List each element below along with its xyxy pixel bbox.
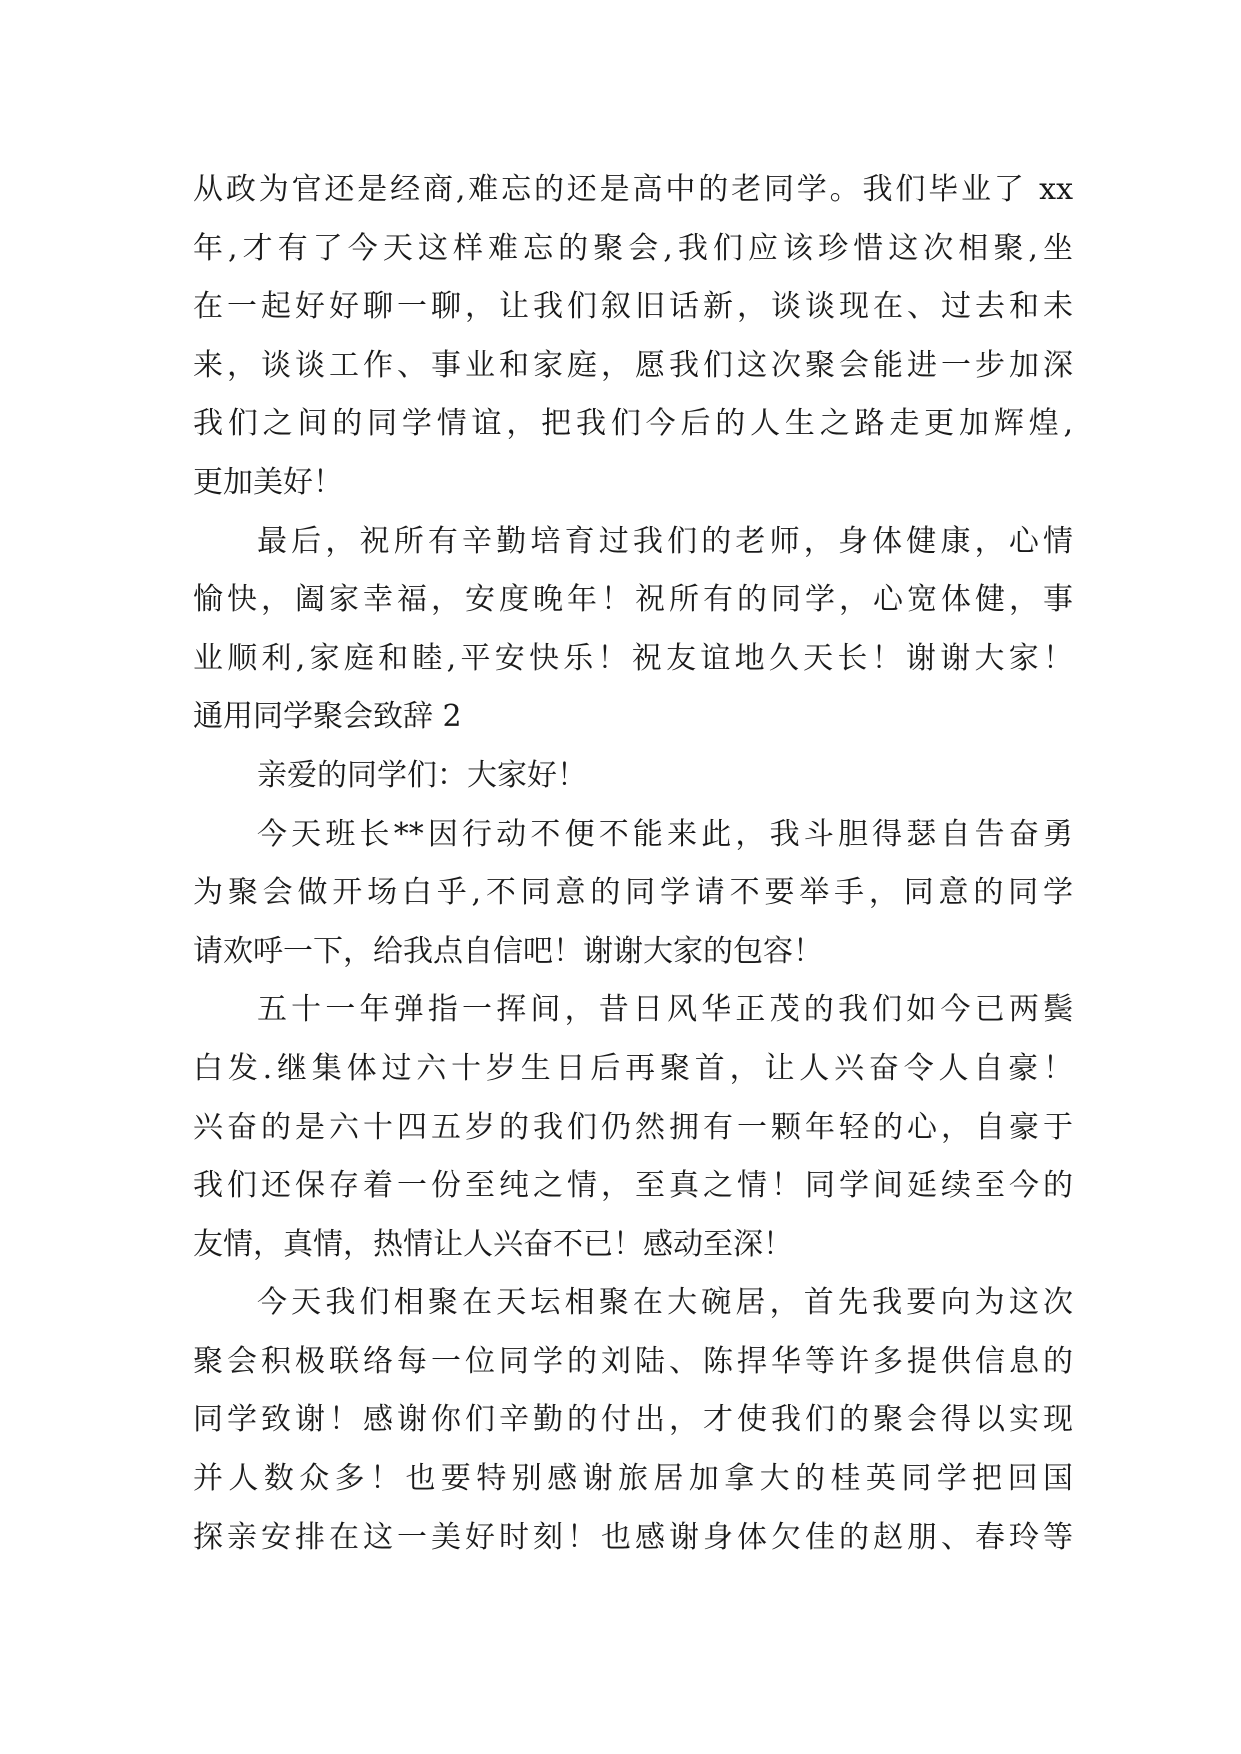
text-line: 探亲安排在这一美好时刻！也感谢身体欠佳的赵朋、春玲等: [193, 1519, 1073, 1555]
text-line: 今天我们相聚在天坛相聚在大碗居，首先我要向为这次: [257, 1285, 1073, 1321]
text-line: 业顺利,家庭和睦,平安快乐！祝友谊地久天长！谢谢大家！: [193, 640, 1073, 676]
text-line: 为聚会做开场白乎,不同意的同学请不要举手，同意的同学: [193, 875, 1073, 911]
greeting-line: 亲爱的同学们：大家好！: [257, 757, 587, 793]
text-line: 年,才有了今天这样难忘的聚会,我们应该珍惜这次相聚,坐: [193, 230, 1073, 266]
section-title: 通用同学聚会致辞 2: [193, 699, 462, 735]
document-body: [193, 161, 1073, 1567]
text-line: 我们还保存着一份至纯之情，至真之情！同学间延续至今的: [193, 1168, 1073, 1204]
text-line: 在一起好好聊一聊，让我们叙旧话新，谈谈现在、过去和未: [193, 289, 1073, 325]
text-line: 最后，祝所有辛勤培育过我们的老师，身体健康，心情: [257, 523, 1073, 559]
text-line: 我们之间的同学情谊，把我们今后的人生之路走更加辉煌,: [193, 406, 1073, 442]
text-line: 来，谈谈工作、事业和家庭，愿我们这次聚会能进一步加深: [193, 347, 1073, 383]
text-line: 从政为官还是经商,难忘的还是高中的老同学。我们毕业了 xx: [193, 172, 1073, 207]
text-line: 友情，真情，热情让人兴奋不已！感动至深！: [193, 1226, 793, 1262]
text-line: 聚会积极联络每一位同学的刘陆、陈捍华等许多提供信息的: [193, 1343, 1073, 1379]
text-line: 兴奋的是六十四五岁的我们仍然拥有一颗年轻的心，自豪于: [193, 1109, 1073, 1145]
text-line: 并人数众多！也要特别感谢旅居加拿大的桂英同学把回国: [193, 1461, 1073, 1497]
text-line: 更加美好！: [193, 464, 343, 500]
text-line: 同学致谢！感谢你们辛勤的付出，才使我们的聚会得以实现: [193, 1402, 1073, 1438]
text-line: 今天班长**因行动不便不能来此，我斗胆得瑟自告奋勇: [257, 816, 1073, 852]
text-line: 愉快，阖家幸福，安度晚年！祝所有的同学，心宽体健，事: [193, 582, 1073, 618]
text-line: 请欢呼一下，给我点自信吧！谢谢大家的包容！: [193, 933, 823, 969]
text-line: 白发.继集体过六十岁生日后再聚首，让人兴奋令人自豪！: [193, 1050, 1073, 1086]
text-line: 五十一年弹指一挥间，昔日风华正茂的我们如今已两鬓: [257, 992, 1073, 1028]
